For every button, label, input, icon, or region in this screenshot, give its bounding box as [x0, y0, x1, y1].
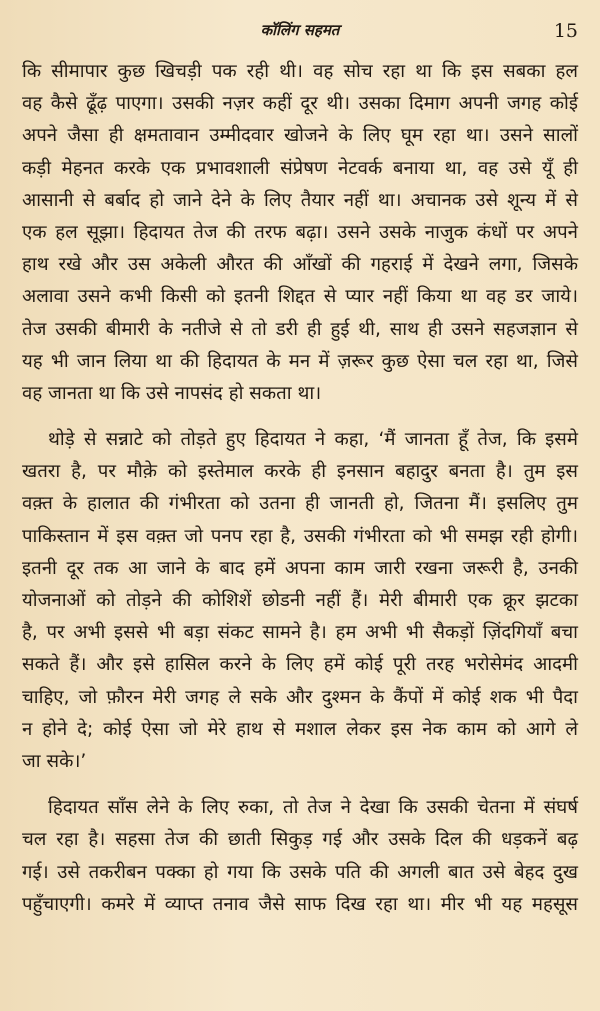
text-line: योजनाओं को तोड़ने की कोशिशें छोडनी नहीं हैं। मेरी बीमारी एक क्रूर झटका [22, 590, 578, 611]
text-line: वक़्त के हालात की गंभीरता को उतना ही जानती हो, जितना मैं। इसलिए तुम [22, 493, 578, 515]
text-line: तेज उसकी बीमारी के नतीजे से तो डरी ही हुई थी, साथ ही उसने सहजज्ञान से [22, 318, 578, 340]
text-line: यह भी जान लिया था की हिदायत के मन में ज़रूर कुछ ऐसा चल रहा था, जिसे [22, 350, 578, 372]
text-line: वह जानता था कि उसे नापसंद हो सकता था। [22, 382, 322, 404]
text-line: न होने दे; कोई ऐसा जो मेरे हाथ से मशाल लेकर इस नेक काम को आगे ले [22, 718, 578, 740]
text-line: है, पर अभी इससे भी बड़ा संकट सामने है। हम अभी भी सैकड़ों ज़िंदगियाँ बचा [22, 622, 578, 644]
text-line: आसानी से बर्बाद हो जाने देने के लिए तैयार नहीं था। अचानक उसे शून्य में से [22, 189, 578, 211]
text-line: थोड़े से सन्नाटे को तोड़ते हुए हिदायत ने कहा, ‘मैं जानता हूँ तेज, कि इसमे [48, 429, 578, 451]
text-line: अलावा उसने कभी किसी को इतनी शिद्दत से प्यार नहीं किया था वह डर जाये। [22, 286, 578, 308]
text-line: अपने जैसा ही क्षमतावान उम्मीदवार खोजने के लिए घूम रहा था। उसने सालों [22, 125, 578, 147]
paragraph-3 [22, 792, 578, 921]
text-line: पाकिस्तान में इस वक़्त जो पनप रहा है, उसकी गंभीरता को भी समझ रही होगी। [22, 525, 578, 547]
text-line: वह कैसे ढूँढ़ पाएगा। उसकी नज़र कहीं दूर थी। उसका दिमाग अपनी जगह कोई [22, 93, 578, 115]
text-line: सकते हैं। और इसे हासिल करने के लिए हमें कोई पूरी तरह भरोसेमंद आदमी [22, 654, 578, 676]
text-line: पहुँचाएगी। कमरे में व्याप्त तनाव जैसे साफ दिख रहा था। मीर भी यह महसूस [22, 893, 578, 915]
paragraph-1 [22, 56, 578, 410]
text-line: कड़ी मेहनत करके एक प्रभावशाली संप्रेषण नेटवर्क बनाया था, वह उसे यूँ ही [22, 157, 578, 179]
text-line: जा सके।’ [22, 750, 87, 772]
text-line: खतरा है, पर मौक़े को इस्तेमाल करके ही इनसान बहादुर बनता है। तुम इस [22, 461, 578, 483]
paragraph-gap [22, 778, 578, 792]
text-line: गई। उसे तकरीबन पक्का हो गया कि उसके पति की अगली बात उसे बेहद दुख [22, 861, 578, 883]
paragraph-2 [22, 424, 578, 778]
running-title: कॉलिंग सहमत [260, 21, 340, 39]
text-line: एक हल सूझा। हिदायत तेज की तरफ बढ़ा। उसने उसके नाजुक कंधों पर अपने [22, 221, 578, 243]
text-line: चल रहा है। सहसा तेज की छाती सिकुड़ गई और उसके दिल की धड़कनें बढ़ [22, 829, 578, 851]
paragraph-gap [22, 410, 578, 424]
page-number: 15 [553, 20, 578, 42]
text-line: हिदायत साँस लेने के लिए रुका, तो तेज ने देखा कि उसकी चेतना में संघर्ष [48, 797, 578, 819]
text-line: कि सीमापार कुछ खिचड़ी पक रही थी। वह सोच रहा था कि इस सबका हल [22, 61, 578, 82]
text-line: हाथ रखे और उस अकेली औरत की आँखों की गहराई में देखने लगा, जिसके [22, 254, 578, 276]
text-line: चाहिए, जो फ़ौरन मेरी जगह ले सके और दुश्मन के कैंपों में कोई शक भी पैदा [22, 686, 578, 708]
text-line: इतनी दूर तक आ जाने के बाद हमें अपना काम जारी रखना जरूरी है, उनकी [22, 557, 578, 579]
body-text [22, 56, 578, 921]
